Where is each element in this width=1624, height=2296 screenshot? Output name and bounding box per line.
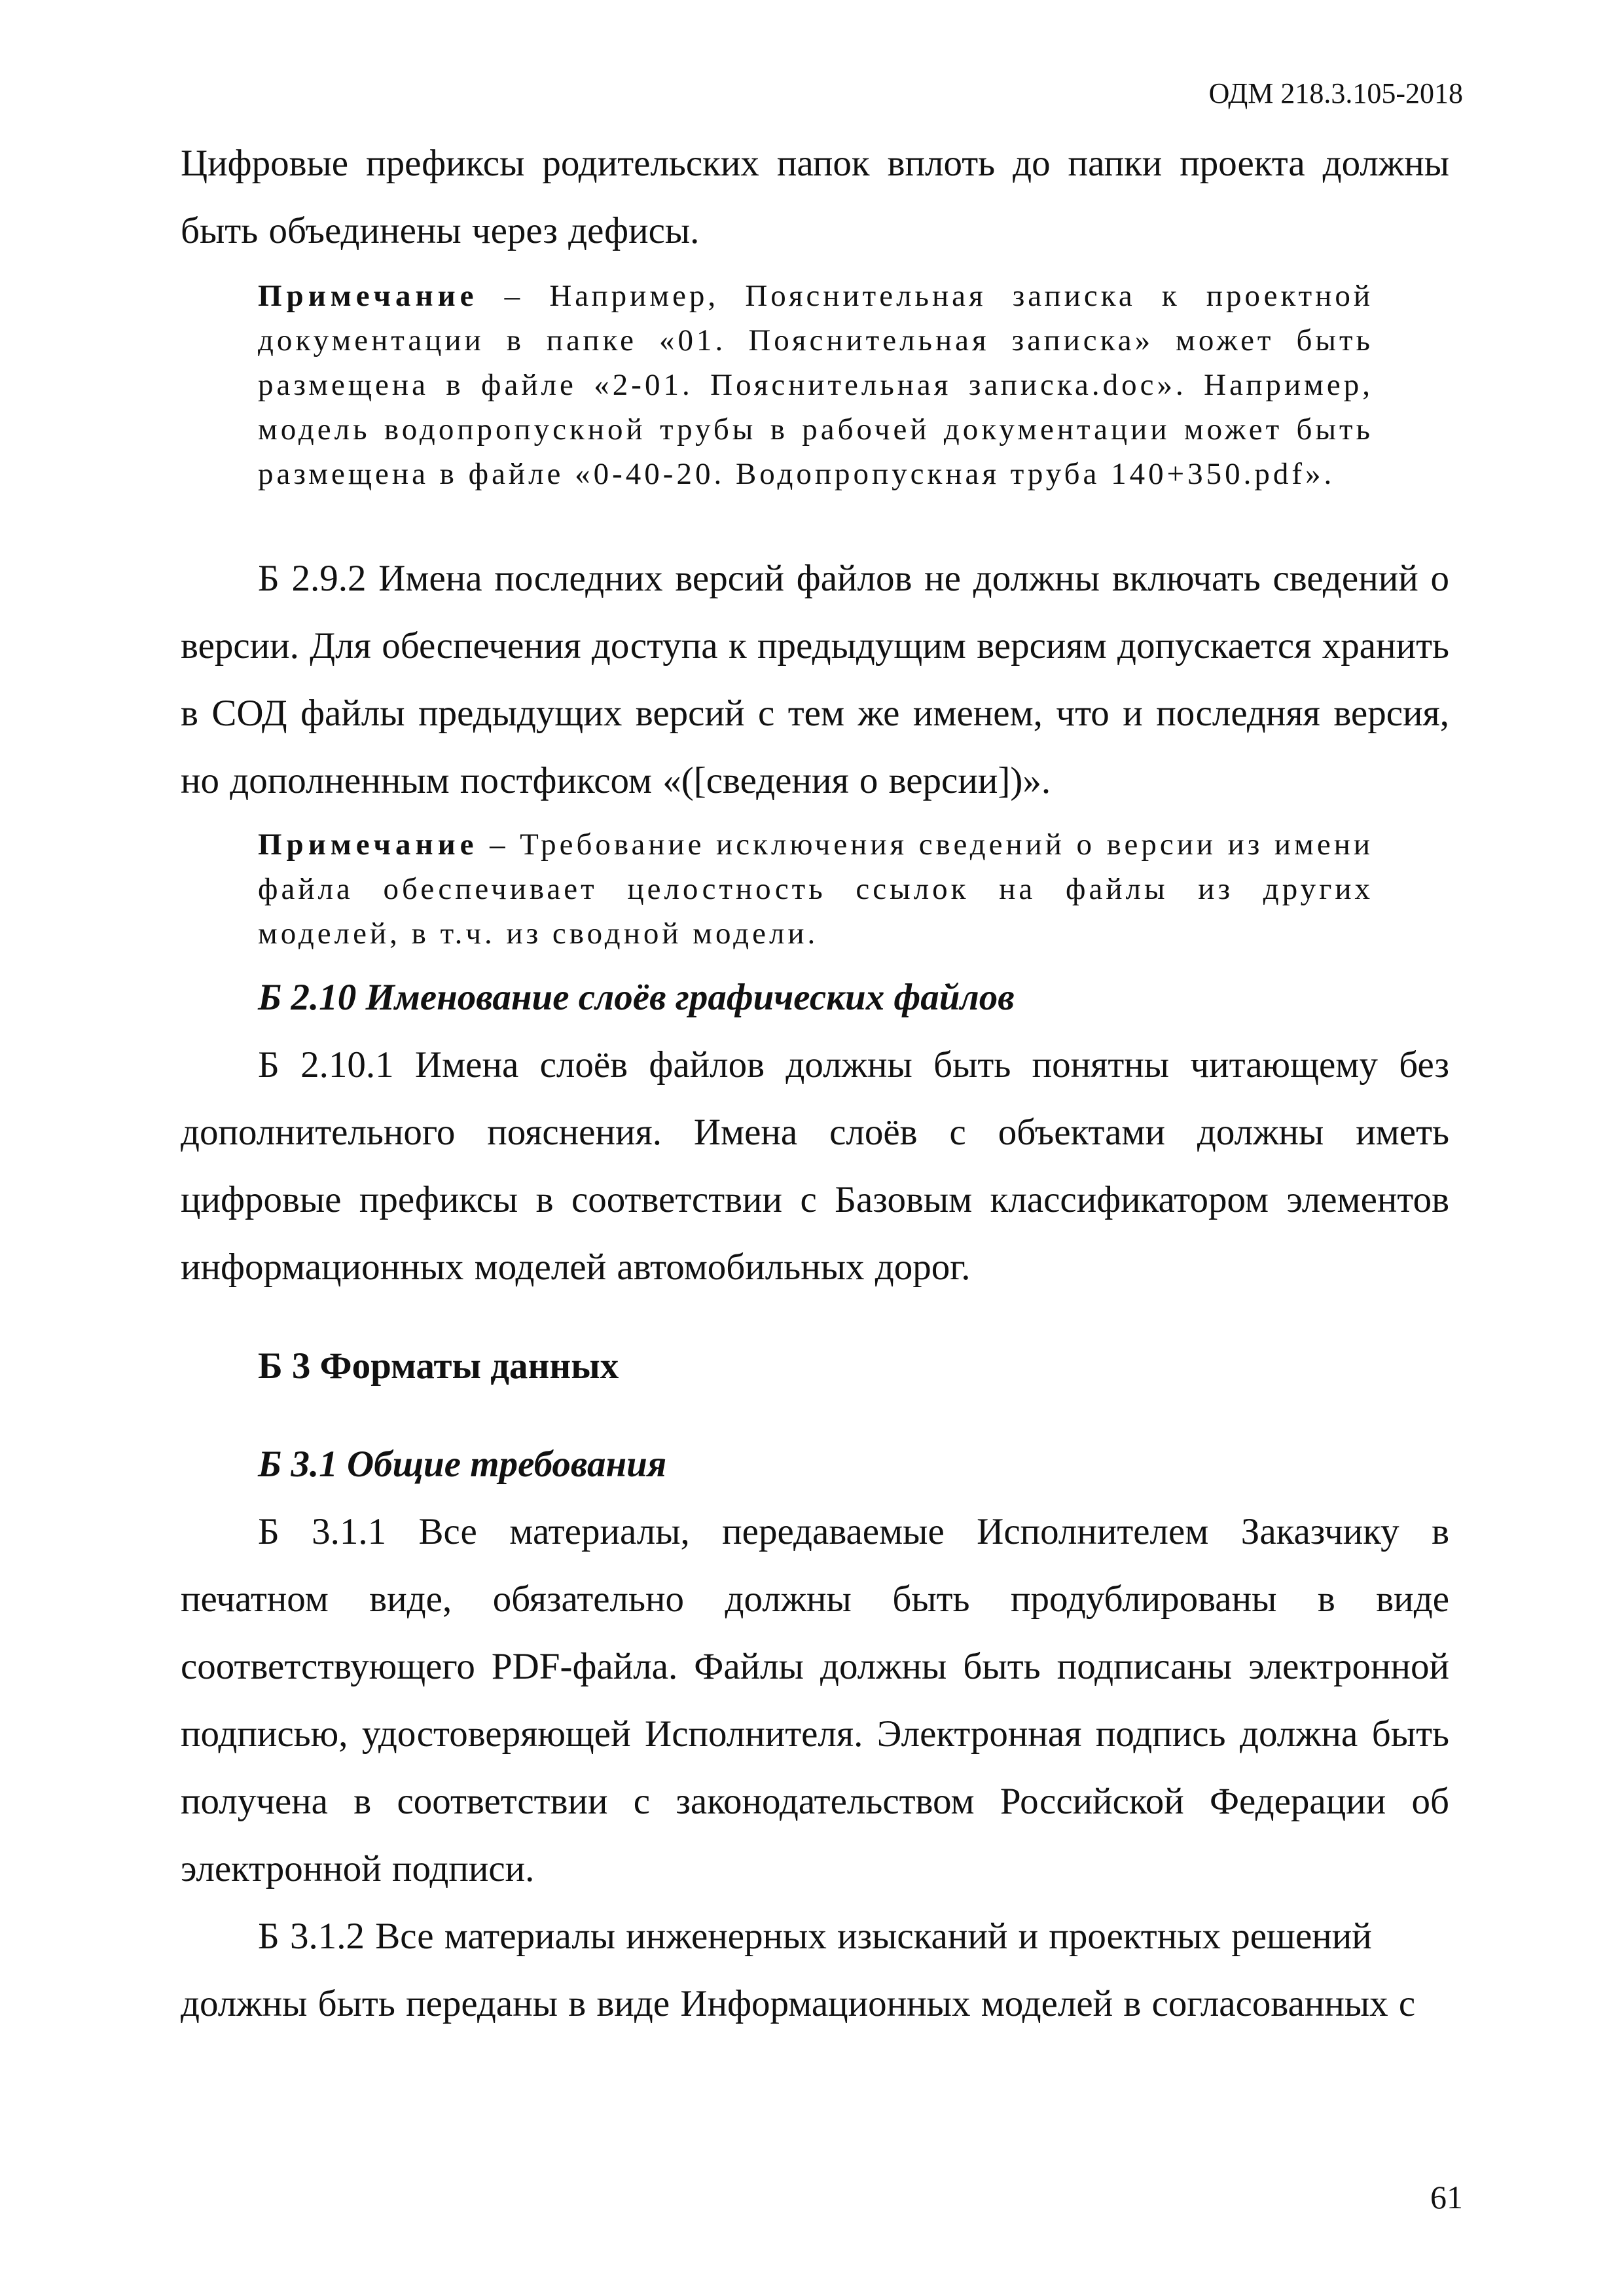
note-text: – Например, Пояснительная записка к проектной документации в папке «01. Пояснительная записка» может быть размещена в файле «2-01. Пояснительная записка.doc». Например, модель водопропускной трубы в рабочей документации может быть размещена в файле «0-40-20. Водопропускная труба 140+350.pdf». (258, 279, 1373, 491)
paragraph-folder-prefixes: Цифровые префиксы родительских папок вплоть до папки проекта должны быть объединены через дефисы. (181, 143, 1449, 251)
note-file-naming-example (258, 274, 1373, 496)
section-heading-b-3-1: Б 3.1 Общие требования (258, 1444, 667, 1485)
section-heading-b-2-10: Б 2.10 Именование слоёв графических файлов (258, 977, 1015, 1018)
paragraph-b-2-9-2: Б 2.9.2 Имена последних версий файлов не должны включать сведений о версии. Для обеспечения доступа к предыдущим версиям допускается хранить в СОД файлы предыдущих версий с тем же именем, что и последняя версия, но дополненным постфиксом «([сведения о версии])». (181, 558, 1449, 801)
section-heading-b-3: Б 3 Форматы данных (258, 1345, 619, 1387)
note-version-info (258, 822, 1373, 956)
note-label: Примечание (258, 828, 478, 862)
paragraph-b-2-10-1: Б 2.10.1 Имена слоёв файлов должны быть понятны читающему без дополнительного пояснения. Имена слоёв с объектами должны иметь цифровые префиксы в соответствии с Базовым классификатором элементов информационных моделей автомобильных дорог. (181, 1044, 1449, 1288)
note-text: – Требование исключения сведений о версии из имени файла обеспечивает целостность ссылок на файлы из других моделей, в т.ч. из сводной модели. (258, 828, 1373, 951)
note-label: Примечание (258, 279, 478, 313)
page-number: 61 (1430, 2179, 1463, 2215)
paragraph-b-3-1-2: Б 3.1.2 Все материалы инженерных изысканий и проектных решений должны быть переданы в виде Информационных моделей в согласованных с (181, 1916, 1416, 2024)
paragraph-b-3-1-1: Б 3.1.1 Все материалы, передаваемые Исполнителем Заказчику в печатном виде, обязательно должны быть продублированы в виде соответствующего PDF-файла. Файлы должны быть подписаны электронной подписью, удостоверяющей Исполнителя. Электронная подпись должна быть получена в соответствии с законодательством Российской Федерации об электронной подписи. (181, 1511, 1449, 1889)
document-code: ОДМ 218.3.105-2018 (1208, 77, 1463, 109)
page-content (181, 130, 1449, 2037)
